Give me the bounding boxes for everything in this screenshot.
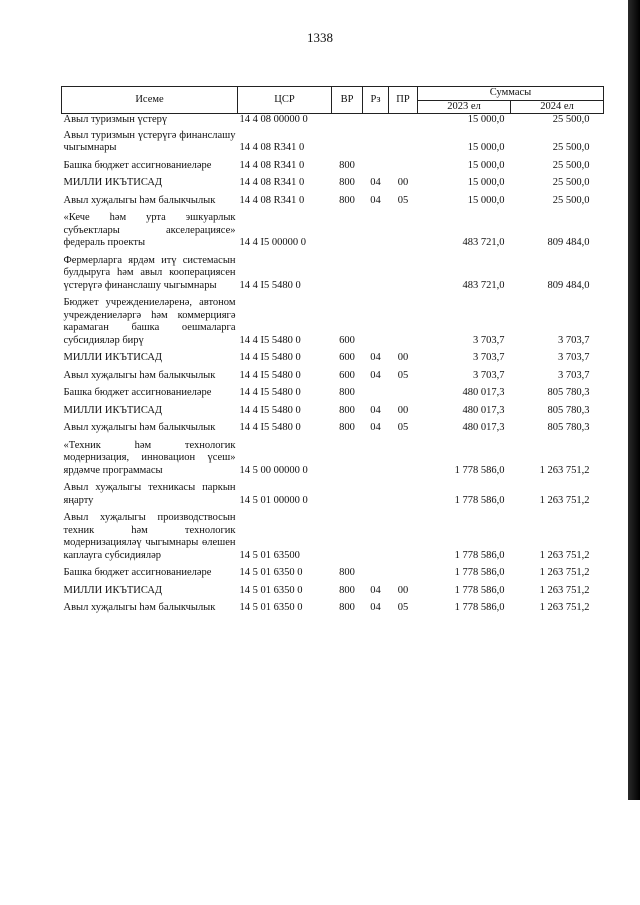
row-vr: 800: [339, 194, 355, 206]
row-rz: [363, 437, 389, 480]
row-name: Башка бюджет ассигнованиеләре: [63, 567, 212, 578]
row-csr: 14 4 08 R341 0: [239, 142, 305, 153]
row-amount-2023: 1 778 586,0: [454, 549, 505, 561]
row-rz: [363, 209, 389, 252]
table-body: [62, 114, 604, 617]
row-vr: 800: [339, 602, 355, 613]
row-pr: [389, 564, 418, 582]
row-amount-2024: 805 780,3: [547, 404, 590, 416]
table-row: [62, 479, 604, 509]
row-csr: 14 4 I5 5480 0: [239, 369, 301, 381]
row-name: «Техник һәм технологик модернизация, инновацион үсеш» ярдәмче программасы: [63, 439, 236, 476]
row-amount-2024: 3 703,7: [558, 334, 590, 346]
row-pr: 00: [397, 584, 409, 596]
row-amount-2024: 809 484,0: [547, 237, 590, 248]
row-pr: [389, 294, 418, 349]
row-rz: [363, 157, 389, 175]
table-row: [62, 252, 604, 295]
row-csr: 14 5 01 6350 0: [239, 584, 303, 596]
row-name: Авыл хуҗалыгы һәм балыкчылык: [63, 369, 216, 381]
row-csr: 14 5 00 00000 0: [239, 464, 308, 476]
row-amount-2024: 805 780,3: [547, 422, 590, 433]
row-name: Авыл хуҗалыгы производствосын техник һәм технологик модернизацияләү чыгымнары өлешен каплауга субсидияләр: [63, 512, 236, 561]
row-amount-2023: 480 017,3: [462, 387, 505, 398]
row-rz: 04: [370, 422, 381, 433]
row-csr: 14 4 I5 5480 0: [239, 334, 301, 346]
row-csr: 14 4 I5 5480 0: [239, 404, 301, 416]
row-rz: [363, 564, 389, 582]
row-vr: 600: [339, 352, 355, 363]
row-rz: [363, 509, 389, 564]
row-amount-2023: 15 000,0: [467, 194, 505, 206]
row-pr: 00: [397, 352, 409, 363]
row-amount-2024: 1 263 751,2: [539, 567, 590, 578]
row-pr: 05: [397, 194, 409, 206]
table-row: [62, 157, 604, 175]
table-row: [62, 114, 604, 127]
row-amount-2024: 25 500,0: [552, 114, 590, 125]
row-vr: [332, 252, 363, 295]
row-rz: [363, 479, 389, 509]
row-amount-2023: 483 721,0: [462, 279, 505, 291]
row-amount-2024: 1 263 751,2: [539, 464, 590, 476]
row-pr: [389, 114, 418, 127]
row-name: МИЛЛИ ИКЪТИСАД: [63, 584, 163, 596]
row-amount-2024: 25 500,0: [552, 194, 590, 206]
header-vr: ВР: [332, 87, 363, 114]
row-vr: [332, 209, 363, 252]
row-vr: 800: [339, 404, 355, 416]
row-amount-2024: 25 500,0: [552, 177, 590, 188]
row-amount-2024: 805 780,3: [547, 387, 590, 398]
table-row: [62, 437, 604, 480]
row-rz: 04: [370, 177, 381, 188]
row-name: Башка бюджет ассигнованиеләре: [63, 387, 212, 398]
row-amount-2023: 3 703,7: [473, 369, 505, 381]
row-csr: 14 4 I5 5480 0: [239, 387, 301, 398]
table-row: [62, 294, 604, 349]
row-amount-2023: 15 000,0: [467, 142, 505, 153]
row-rz: [363, 252, 389, 295]
table-row: [62, 349, 604, 367]
row-amount-2024: 1 263 751,2: [539, 494, 590, 506]
row-csr: 14 4 08 00000 0: [239, 114, 308, 125]
row-name: «Кече һәм урта эшкуарлык субъектлары акселерациясе» федераль проекты: [63, 212, 236, 248]
row-amount-2023: 15 000,0: [467, 159, 505, 171]
row-amount-2023: 15 000,0: [467, 114, 505, 125]
row-vr: [332, 509, 363, 564]
row-rz: [363, 384, 389, 402]
row-vr: [332, 114, 363, 127]
row-rz: [363, 294, 389, 349]
row-amount-2023: 480 017,3: [462, 404, 505, 416]
row-rz: 04: [370, 194, 381, 206]
header-name: Исеме: [62, 87, 238, 114]
row-csr: 14 4 08 R341 0: [239, 194, 305, 206]
row-csr: 14 4 I5 00000 0: [239, 237, 306, 248]
row-amount-2024: 1 263 751,2: [539, 549, 590, 561]
row-pr: [389, 479, 418, 509]
row-amount-2023: 1 778 586,0: [454, 464, 505, 476]
page-number: 1338: [307, 30, 333, 45]
table-row: [62, 209, 604, 252]
row-amount-2023: 15 000,0: [467, 177, 505, 188]
row-vr: 600: [339, 369, 355, 381]
row-pr: 00: [397, 177, 409, 188]
row-name: Бюджет учреждениеләренә, автоном учреждениеләргә һәм коммерциягә карамаган башка оешмаларга субсидияләр бирү: [63, 297, 236, 346]
table-row: [62, 384, 604, 402]
row-name: Авыл туризмын үстерүгә финанслашу чыгымнары: [63, 129, 236, 153]
row-amount-2023: 1 778 586,0: [454, 602, 505, 613]
row-vr: [332, 127, 363, 157]
row-csr: 14 4 08 R341 0: [239, 159, 305, 171]
row-name: Авыл хуҗалыгы һәм балыкчылык: [63, 194, 216, 206]
row-pr: [389, 252, 418, 295]
row-pr: 05: [397, 369, 409, 381]
row-rz: 04: [370, 352, 381, 363]
row-rz: [363, 114, 389, 127]
row-csr: 14 4 I5 5480 0: [239, 422, 301, 433]
row-rz: 04: [370, 369, 381, 381]
table-row: [62, 509, 604, 564]
row-csr: 14 5 01 63500: [239, 549, 300, 561]
row-csr: 14 5 01 00000 0: [239, 494, 308, 506]
table-row: [62, 127, 604, 157]
row-vr: [332, 437, 363, 480]
header-sums: Суммасы: [418, 87, 604, 101]
table-row: [62, 419, 604, 437]
row-name: Авыл хуҗалыгы һәм балыкчылык: [63, 422, 216, 433]
row-rz: [363, 127, 389, 157]
budget-table: [61, 86, 604, 617]
header-rz: Рз: [363, 87, 389, 114]
row-vr: 800: [339, 387, 355, 398]
row-amount-2024: 3 703,7: [558, 369, 590, 381]
row-name: Башка бюджет ассигнованиеләре: [63, 159, 212, 171]
row-vr: 800: [339, 422, 355, 433]
row-amount-2023: 1 778 586,0: [454, 584, 505, 596]
row-name: МИЛЛИ ИКЪТИСАД: [63, 352, 163, 363]
row-pr: [389, 437, 418, 480]
row-pr: [389, 384, 418, 402]
row-amount-2023: 483 721,0: [462, 237, 505, 248]
table-row: [62, 564, 604, 582]
header-year-2023: 2023 ел: [418, 100, 511, 114]
row-pr: [389, 509, 418, 564]
row-pr: 00: [397, 404, 409, 416]
table-row: [62, 402, 604, 420]
row-csr: 14 4 I5 5480 0: [239, 352, 301, 363]
table-header: [62, 87, 604, 114]
table-row: [62, 582, 604, 600]
row-name: Авыл туризмын үстерү: [63, 114, 168, 125]
row-csr: 14 4 I5 5480 0: [239, 279, 301, 291]
row-pr: 05: [397, 602, 409, 613]
row-vr: 600: [339, 334, 355, 346]
row-amount-2024: 809 484,0: [547, 279, 590, 291]
row-vr: 800: [339, 584, 355, 596]
row-amount-2023: 1 778 586,0: [454, 567, 505, 578]
header-pr: ПР: [389, 87, 418, 114]
row-vr: 800: [339, 159, 355, 171]
row-name: Фермерларга ярдәм итү системасын булдыруга һәм авыл кооперациясен үстерүгә финанслашу чыгымнары: [63, 254, 236, 291]
row-rz: 04: [370, 584, 381, 596]
row-name: МИЛЛИ ИКЪТИСАД: [63, 177, 163, 188]
row-amount-2023: 3 703,7: [473, 352, 505, 363]
row-pr: [389, 127, 418, 157]
row-amount-2023: 1 778 586,0: [454, 494, 505, 506]
table-row: [62, 192, 604, 210]
row-pr: [389, 209, 418, 252]
row-name: Авыл хуҗалыгы техникасы паркын яңарту: [63, 482, 236, 506]
row-amount-2024: 25 500,0: [552, 159, 590, 171]
table-row: [62, 174, 604, 192]
row-name: Авыл хуҗалыгы һәм балыкчылык: [63, 602, 216, 613]
header-year-2024: 2024 ел: [511, 100, 604, 114]
row-amount-2023: 3 703,7: [473, 334, 505, 346]
row-amount-2024: 1 263 751,2: [539, 584, 590, 596]
row-amount-2023: 480 017,3: [462, 422, 505, 433]
row-amount-2024: 3 703,7: [558, 352, 590, 363]
row-pr: [389, 157, 418, 175]
row-amount-2024: 25 500,0: [552, 142, 590, 153]
row-vr: [332, 479, 363, 509]
table-row: [62, 367, 604, 385]
row-pr: 05: [397, 422, 409, 433]
row-vr: 800: [339, 177, 355, 188]
row-rz: 04: [370, 404, 381, 416]
row-csr: 14 5 01 6350 0: [239, 567, 303, 578]
row-csr: 14 4 08 R341 0: [239, 177, 305, 188]
table-row: [62, 599, 604, 617]
header-csr: ЦСР: [238, 87, 332, 114]
row-rz: 04: [370, 602, 381, 613]
row-amount-2024: 1 263 751,2: [539, 602, 590, 613]
row-vr: 800: [339, 567, 355, 578]
row-csr: 14 5 01 6350 0: [239, 602, 303, 613]
scan-edge-shadow: [628, 0, 640, 800]
row-name: МИЛЛИ ИКЪТИСАД: [63, 404, 163, 416]
